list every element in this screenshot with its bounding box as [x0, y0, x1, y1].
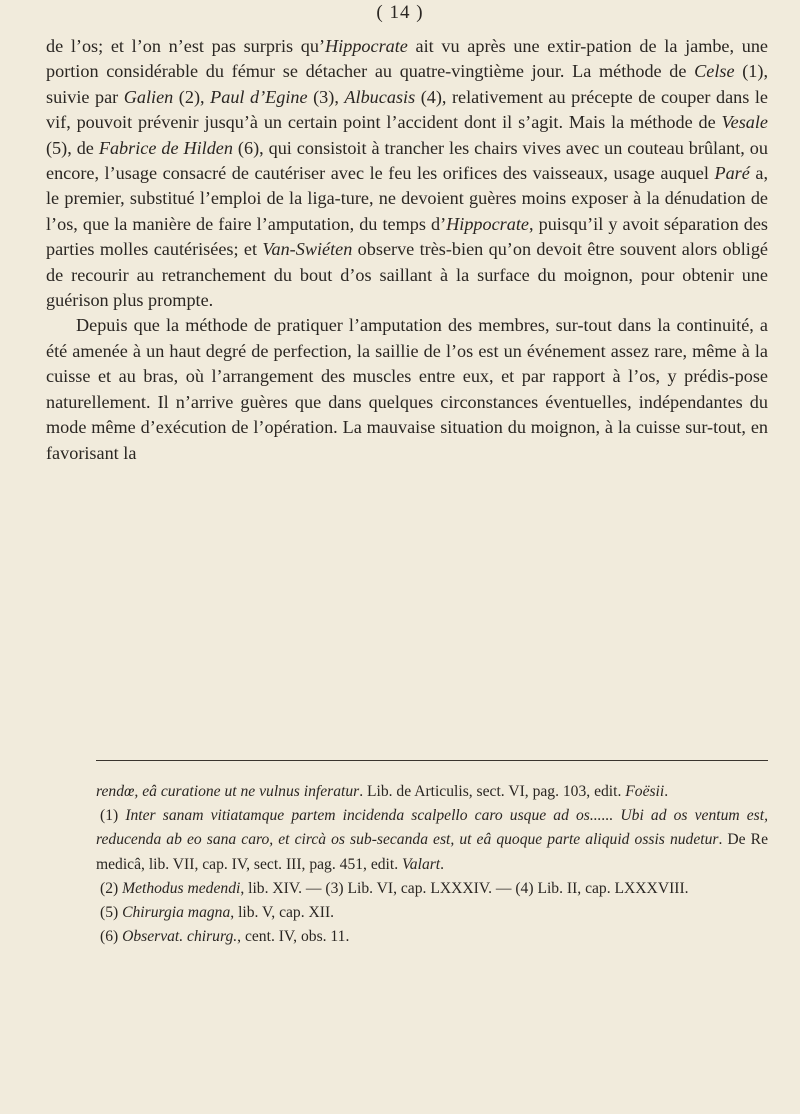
text-run: (5) — [100, 904, 123, 922]
italic-text: Van-Swiéten — [262, 239, 353, 260]
italic-text: Foësii — [625, 783, 665, 800]
footnote — [96, 877, 768, 901]
italic-text: Inter sanam vitiatamque partem incidenda scalpello caro usque ad os...... Ubi ad os ventum est, reducenda ab eo sana caro, et circà os sub-secanda est, ut eâ quoque parte aliquid ossis nudetur — [96, 807, 768, 849]
text-run: (5), de — [46, 137, 99, 158]
italic-text: Celse — [694, 61, 735, 82]
italic-text: Valart — [402, 855, 441, 873]
text-run: . — [440, 855, 445, 873]
text-run: , puisqu’il y avoit séparation des parties molles cautérisées; et — [46, 213, 768, 260]
text-run: (2) — [100, 879, 123, 897]
italic-text: Vesale — [721, 112, 768, 133]
italic-text: Observat. chirurg. — [122, 928, 238, 946]
italic-text: Paul d’Egine — [210, 86, 308, 107]
text-run: (1), suivie par — [46, 61, 768, 107]
footnote-continuation — [96, 780, 768, 804]
text-run: , lib. XIV. — (3) Lib. VI, cap. LXXXIV. — (4) Lib. II, cap. LXXXVIII. — [240, 879, 689, 897]
footnote — [96, 804, 768, 877]
page-number: ( 14 ) — [376, 2, 424, 23]
text-run: (2), — [173, 86, 211, 107]
text-run: Depuis que la méthode de pratiquer l’amputation des membres, sur-tout dans la continuité, a été amenée à un haut degré de perfection, la saillie de l’os est un événement assez rare, même à la cuisse et au bras, où l’arrangement des muscles entre eux, et par rapport à l’os, y prédis-pose naturellement. Il n’arrive guères que dans quelques circonstances éventuelles, indépendantes du mode même d’exécution de l’opération. La mauvaise situation du moignon, à la cuisse sur-tout, en favorisant la — [46, 315, 768, 463]
text-run: (6), qui consistoit à trancher les chairs vives avec un couteau brûlant, ou encore, l’usage consacré de cautériser avec le feu les orifices des vaisseaux, usage auquel — [46, 137, 768, 184]
text-run: a, le premier, substitué l’emploi de la liga-ture, ne devoient guères moins exposer à la dénudation de l’os, que la manière de faire l’amputation, du temps d’ — [46, 163, 768, 234]
text-run: ait vu après une extir-pation de la jambe, une portion considérable du fémur se détacher au quatre-vingtième jour. La méthode de — [46, 36, 768, 82]
text-run: . — [664, 783, 669, 800]
italic-text: Fabrice de Hilden — [98, 137, 233, 158]
text-run: (1) — [100, 807, 126, 825]
text-run: . Lib. de Articulis, sect. VI, pag. 103, edit. — [359, 783, 626, 800]
text-run: (3), — [307, 86, 345, 107]
italic-text: Chirurgia magna — [122, 904, 231, 922]
italic-text: Methodus medendi — [122, 879, 241, 897]
text-run: de l’os; et l’on n’est pas surpris qu’ — [46, 36, 326, 56]
italic-text: Hippocrate — [325, 36, 408, 56]
italic-text: Hippocrate — [446, 213, 529, 234]
paragraph — [46, 34, 768, 313]
text-run: , cent. IV, obs. 11. — [237, 928, 350, 946]
paragraph — [46, 313, 768, 465]
italic-text: Galien — [123, 86, 174, 107]
footnote-divider — [96, 760, 768, 761]
footnote — [96, 925, 768, 949]
footnote — [96, 901, 768, 925]
footnotes — [96, 780, 768, 949]
main-text — [46, 34, 768, 466]
italic-text: rendœ, eâ curatione ut ne vulnus inferatur — [96, 783, 360, 800]
text-run: , lib. V, cap. XII. — [230, 904, 335, 922]
text-run: (4), relativement au précepte de couper dans le vif, pouvoit prévenir jusqu’à un certain point l’accident dont il s’agit. Mais la méthode de — [46, 86, 768, 133]
text-run: . De Re medicâ, lib. VII, cap. IV, sect. III, pag. 451, edit. — [96, 831, 768, 873]
text-run: observe très-bien qu’on devoit être souvent alors obligé de recourir au retranchement du bout d’os saillant à la surface du moignon, pour obtenir une guérison plus prompte. — [46, 239, 768, 311]
italic-text: Paré — [714, 163, 750, 184]
italic-text: Albucasis — [344, 86, 416, 107]
text-run: (6) — [100, 928, 123, 946]
